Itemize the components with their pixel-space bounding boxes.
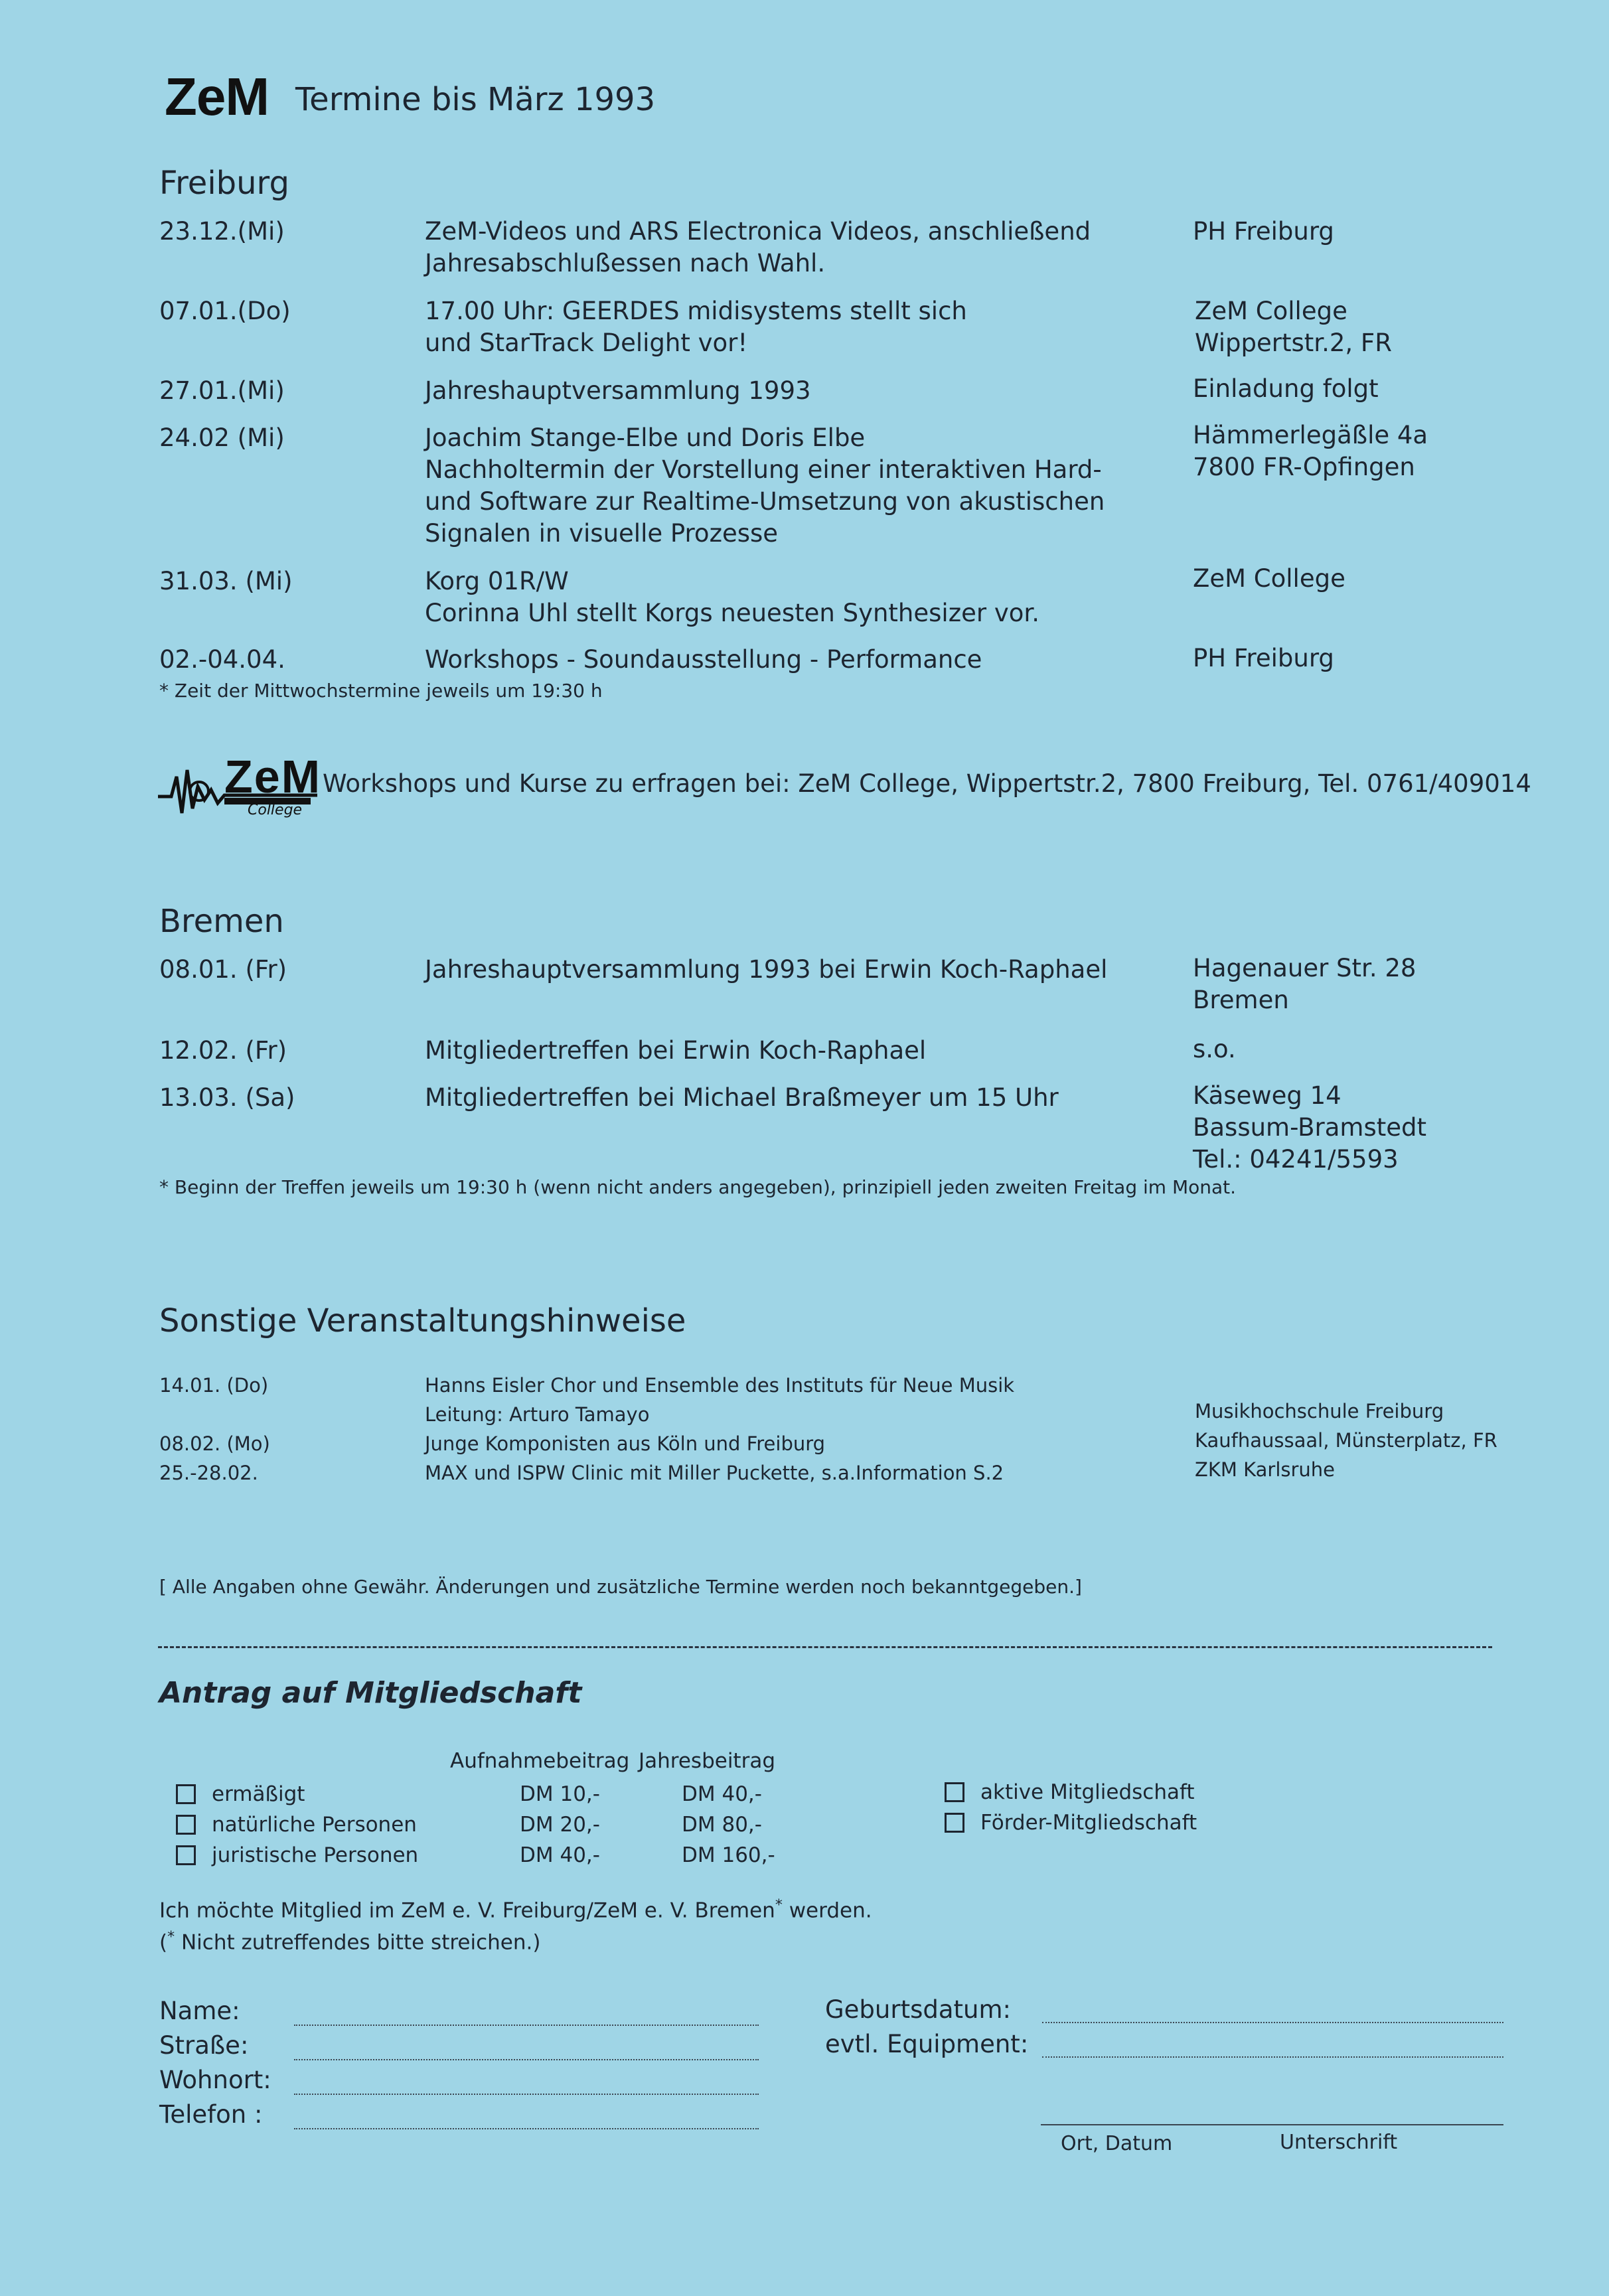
name-label: Name: xyxy=(159,1997,240,2025)
equipment-label: evtl. Equipment: xyxy=(825,2030,1029,2058)
name-field[interactable] xyxy=(294,2025,759,2026)
section-title-sonstige: Sonstige Veranstaltungshinweise xyxy=(159,1302,686,1339)
phone-field[interactable] xyxy=(294,2128,759,2129)
checkbox-juristische-personen[interactable] xyxy=(176,1845,196,1865)
event-date: 24.02 (Mi) xyxy=(159,423,285,452)
birthdate-label: Geburtsdatum: xyxy=(825,1995,1011,2024)
event-location: Hämmerlegäßle 4a 7800 FR-Opfingen xyxy=(1193,421,1428,481)
form-title: Antrag auf Mitgliedschaft xyxy=(159,1676,582,1710)
cut-line-divider xyxy=(158,1646,1492,1648)
college-logo-sub: College xyxy=(248,802,303,818)
fee-option-row[interactable] xyxy=(176,1840,775,1871)
event-description: ZeM-Videos und ARS Electronica Videos, anschließend Jahresabschlußessen nach Wahl. xyxy=(425,217,1091,277)
col-header-jahres: Jahresbeitrag xyxy=(639,1749,776,1773)
bremen-note: * Beginn der Treffen jeweils um 19:30 h (wenn nicht anders angegeben), prinzipiell jeden zweiten Freitag im Monat. xyxy=(159,1176,1237,1198)
event-location: s.o. xyxy=(1193,1035,1236,1063)
checkbox-foerder-mitgliedschaft[interactable] xyxy=(945,1813,964,1833)
event-date: 12.02. (Fr) xyxy=(159,1036,287,1065)
statement-star: * xyxy=(775,1897,783,1914)
fee-option-row[interactable] xyxy=(176,1809,775,1840)
membership-statement xyxy=(159,1897,872,1922)
event-description: 17.00 Uhr: GEERDES midisystems stellt sich und StarTrack Delight vor! xyxy=(425,297,967,357)
option-label: juristische Personen xyxy=(212,1843,419,1867)
footnote-text: Nicht zutreffendes bitte streichen.) xyxy=(181,1930,541,1955)
sign-place-date-label: Ort, Datum xyxy=(1061,2132,1173,2155)
option-aufnahme: DM 20,- xyxy=(520,1813,600,1837)
event-description: Korg 01R/W Corinna Uhl stellt Korgs neuesten Synthesizer vor. xyxy=(425,567,1039,627)
event-date: 13.03. (Sa) xyxy=(159,1083,295,1112)
other-event-dates: 14.01. (Do) 08.02. (Mo) 25.-28.02. xyxy=(159,1374,270,1484)
college-logo-text: ZeM xyxy=(224,751,321,803)
event-date: 08.01. (Fr) xyxy=(159,955,287,984)
membership-type-row[interactable] xyxy=(945,1777,1197,1807)
event-description: Jahreshauptversammlung 1993 bei Erwin Koch-Raphael xyxy=(425,955,1108,984)
event-date: 23.12.(Mi) xyxy=(159,217,285,246)
zem-college-logo xyxy=(158,750,321,823)
event-location: PH Freiburg xyxy=(1193,217,1334,246)
sign-signature-label: Unterschrift xyxy=(1280,2131,1398,2154)
option-aufnahme: DM 10,- xyxy=(520,1782,600,1806)
event-description: Workshops - Soundausstellung - Performance xyxy=(425,645,982,674)
street-label: Straße: xyxy=(159,2031,249,2060)
brand-logo: ZeM xyxy=(165,67,269,126)
footnote-open: ( xyxy=(159,1930,168,1955)
checkbox-natuerliche-personen[interactable] xyxy=(176,1815,196,1835)
city-field[interactable] xyxy=(294,2094,759,2095)
statement-text: Ich möchte Mitglied im ZeM e. V. Freiburg/ZeM e. V. Bremen xyxy=(159,1898,775,1923)
event-description: Mitgliedertreffen bei Michael Braßmeyer um 15 Uhr xyxy=(425,1083,1059,1112)
option-label: ermäßigt xyxy=(212,1782,305,1806)
fee-options xyxy=(176,1779,775,1871)
event-date: 31.03. (Mi) xyxy=(159,567,293,595)
other-event-descriptions: Hanns Eisler Chor und Ensemble des Instituts für Neue Musik Leitung: Arturo Tamayo Junge Komponisten aus Köln und Freiburg MAX und ISPW Clinic mit Miller Puckette, s.a.Information S.2 xyxy=(425,1374,1015,1484)
event-date: 02.-04.04. xyxy=(159,645,285,674)
phone-label: Telefon : xyxy=(159,2100,263,2129)
option-jahres: DM 80,- xyxy=(682,1813,762,1837)
checkbox-ermaessigt[interactable] xyxy=(176,1784,196,1804)
section-title-bremen: Bremen xyxy=(159,903,284,940)
membership-type-options xyxy=(945,1777,1197,1838)
event-description: Mitgliedertreffen bei Erwin Koch-Raphael xyxy=(425,1036,927,1065)
event-description: Jahreshauptversammlung 1993 xyxy=(425,376,811,405)
option-label: natürliche Personen xyxy=(212,1813,417,1837)
freiburg-note: * Zeit der Mittwochstermine jeweils um 19:30 h xyxy=(159,680,603,702)
street-field[interactable] xyxy=(294,2059,759,2060)
equipment-field[interactable] xyxy=(1042,2056,1503,2058)
membership-type-row[interactable] xyxy=(945,1807,1197,1838)
event-location: Einladung folgt xyxy=(1193,374,1379,403)
other-event-locations: Musikhochschule Freiburg Kaufhaussaal, Münsterplatz, FR ZKM Karlsruhe xyxy=(1195,1400,1497,1481)
college-contact-text: Workshops und Kurse zu erfragen bei: ZeM College, Wippertstr.2, 7800 Freiburg, Tel. 0761/409014 xyxy=(323,769,1531,798)
footnote-star: * xyxy=(167,1929,175,1946)
event-date: 27.01.(Mi) xyxy=(159,376,285,405)
membership-type-label: Förder-Mitgliedschaft xyxy=(980,1811,1197,1835)
event-location: PH Freiburg xyxy=(1193,644,1334,672)
event-location: ZeM College Wippertstr.2, FR xyxy=(1195,297,1392,357)
section-title-freiburg: Freiburg xyxy=(159,165,289,202)
membership-type-label: aktive Mitgliedschaft xyxy=(980,1780,1195,1804)
option-aufnahme: DM 40,- xyxy=(520,1843,600,1867)
event-description: Joachim Stange-Elbe und Doris Elbe Nachholtermin der Vorstellung einer interaktiven Hard- und Software zur Realtime-Umsetzung von akustischen Signalen in visuelle Prozesse xyxy=(425,423,1105,548)
signature-line[interactable] xyxy=(1041,2124,1503,2125)
checkbox-aktive-mitgliedschaft[interactable] xyxy=(945,1782,964,1802)
fee-option-row[interactable] xyxy=(176,1779,775,1809)
option-jahres: DM 40,- xyxy=(682,1782,762,1806)
event-date: 07.01.(Do) xyxy=(159,297,291,325)
option-jahres: DM 160,- xyxy=(682,1843,775,1867)
col-header-aufnahme: Aufnahmebeitrag xyxy=(450,1749,630,1773)
birthdate-field[interactable] xyxy=(1042,2022,1503,2023)
event-location: ZeM College xyxy=(1193,564,1345,593)
page-title: Termine bis März 1993 xyxy=(295,81,656,118)
city-label: Wohnort: xyxy=(159,2066,271,2094)
statement-footnote xyxy=(159,1929,540,1954)
statement-end: werden. xyxy=(789,1898,872,1923)
event-location: Hagenauer Str. 28 Bremen xyxy=(1193,954,1417,1014)
disclaimer: [ Alle Angaben ohne Gewähr. Änderungen und zusätzliche Termine werden noch bekanntgegeben.] xyxy=(159,1576,1082,1598)
event-location: Käseweg 14 Bassum-Bramstedt Tel.: 04241/5593 xyxy=(1193,1081,1426,1174)
